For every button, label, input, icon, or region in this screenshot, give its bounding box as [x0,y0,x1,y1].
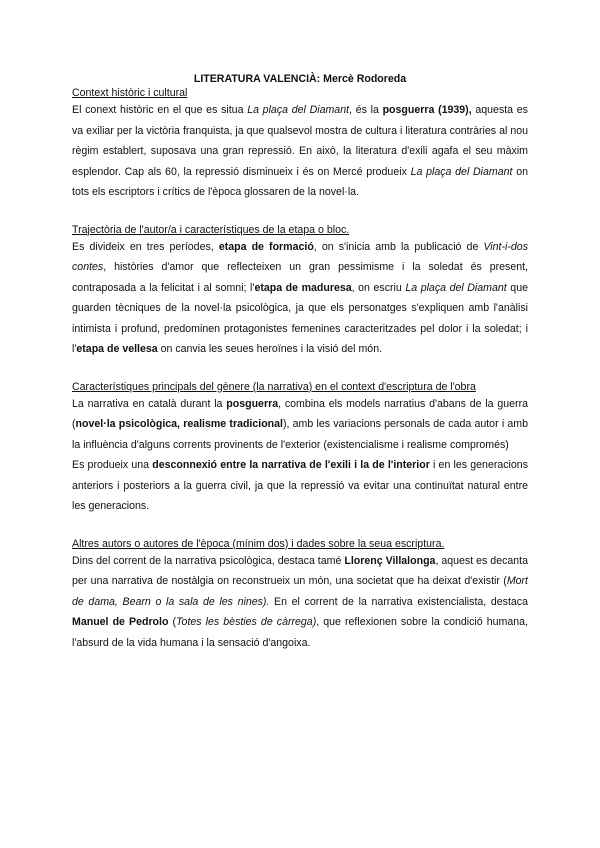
text-run: , històries d'amor que reflecteixen un gran pessimisme i la soledat és present, contraposada a la felicitat i al somni; l' [72,261,528,294]
text-run: on canvia les seues heroïnes i la visió del món. [157,343,383,355]
emphasis-bold: desconnexió entre la narrativa de l'exili i la de l'interior [152,459,430,471]
text-run: que guarden tècniques de la novel·la psicològica, ja que els personatges s'expliquen amb l'anàlisi intimista i profund, predominen protagonistes femenines caracteritzades pel dolor i la soledat; i l' [72,281,528,355]
paragraph-context [72,100,528,203]
emphasis-bold: posguerra [226,397,279,410]
document-title: LITERATURA VALENCIÀ: Mercè Rodoreda [193,73,407,85]
emphasis-bold: etapa de vellesa [76,343,158,355]
work-title-italic: Mort de dama, Bearn o la sala de les nines). [72,575,528,608]
text-run: , que reflexionen sobre la condició humana, l'absurd de la vida humana i la sensació d'angoixa. [72,616,528,649]
spacer [72,517,528,537]
paragraph-trajectory [72,237,528,360]
text-run: , combina els models narratius d'abans de la guerra ( [72,397,528,430]
emphasis-bold: etapa de maduresa [254,281,352,294]
paragraph-genre-1 [72,394,528,456]
work-title-italic: La plaça del Diamant [247,104,350,116]
emphasis-bold: posguerra (1939), [382,104,472,116]
text-run: on tots els escriptors i crítics de l'època glossaren de la novel·la. [72,165,528,198]
text-run: aquesta es va exiliar per la victòria franquista, ja que qualsevol mostra de cultura i literatura contràries al nou règim establert, suposava una gran repressió. En això, la literatura d'exili agafa el seu màxim esplendor. Cap als 60, la repressió disminueix i és on Mercé produeix [72,104,528,178]
text-run: El conext històric en el que es situa [72,104,248,116]
spacer [72,360,528,380]
work-title-italic: La plaça del Diamant [410,165,513,178]
text-run: En el corrent de la narrativa existencialista, destaca [269,595,528,608]
text-run: ( [168,616,177,628]
emphasis-bold: etapa de formació [218,240,314,253]
section-heading-context: Context històric i cultural [72,87,188,99]
text-run: Es produeix una [72,459,153,471]
author-name-bold: Llorenç Villalonga [344,554,436,567]
text-run: , on escriu [351,281,406,294]
paragraph-other-authors [72,551,528,654]
section-heading-other-authors: Altres autors o autores de l'època (mínim dos) i dades sobre la seua escriptura. [72,537,445,550]
work-title-italic: Totes les bèsties de càrrega) [176,616,317,628]
text-run: , on s'inicia amb la publicació de [313,240,484,253]
spacer [72,203,528,223]
emphasis-bold: novel·la psicològica, realisme tradicional [75,418,283,430]
work-title-italic: La plaça del Diamant [405,281,507,294]
work-title-italic: Vint-i-dos contes [72,240,528,273]
author-name-bold: Manuel de Pedrolo [72,616,169,628]
text-run: La narrativa en català durant la [72,397,227,410]
text-run: Dins del corrent de la narrativa psicològica, destaca tamé [72,554,345,567]
section-heading-genre: Característiques principals del gènere (la narrativa) en el context d'escriptura de l'obra [72,380,476,393]
text-run: i en les generacions anteriors i posteriors a la guerra civil, ja que la repressió va evitar una continuïtat natural entre les generacions. [72,459,528,512]
text-run: , aquest es decanta per una narrativa de nostàlgia on reconstrueix un món, una societat que ha deixat d'existir ( [72,554,529,587]
section-heading-trajectory: Trajectòria de l'autor/a i característiques de la etapa o bloc. [72,223,350,236]
paragraph-genre-2 [72,455,528,517]
text-run: ), amb les variacions personals de cada autor i amb la influència d'alguns corrents provinents de l'exterior (existencialisme i realisme compromés) [72,418,528,451]
text-run: , és la [349,104,383,116]
text-run: Es divideix en tres períodes, [72,240,219,253]
